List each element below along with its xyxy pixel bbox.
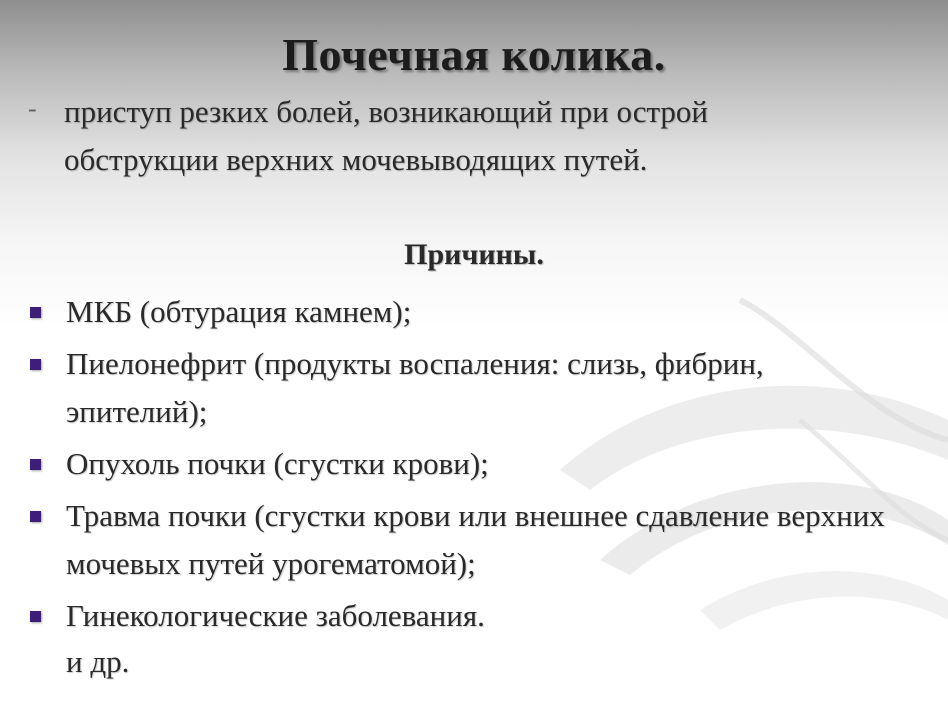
square-bullet-icon [30,611,41,622]
square-bullet-icon [30,459,41,470]
cause-item [30,592,910,640]
cause-text: Гинекологические заболевания. [66,598,485,633]
causes-heading: Причины. [404,238,544,271]
square-bullet-icon [30,359,41,370]
square-bullet-icon [30,307,41,318]
cause-text: МКБ (обтурация камнем); [66,294,412,329]
cause-text: Пиелонефрит (продукты воспаления: слизь, фибрин, эпителий); [66,346,764,429]
cause-text: Травма почки (сгустки крови или внешнее сдавление верхних мочевых путей урогематомой); [66,498,885,581]
causes-list [30,288,910,644]
definition-text: приступ резких болей, возникающий при острой обструкции верхних мочевыводящих путей. [64,94,709,177]
cause-item [30,440,910,488]
etc-text: и др. [66,644,130,679]
cause-item [30,288,910,336]
square-bullet-icon [30,511,41,522]
cause-item [30,492,910,588]
cause-text: Опухоль почки (сгустки крови); [66,446,489,481]
cause-item [30,340,910,436]
slide-title: Почечная колика. [282,29,666,80]
definition-marker: - [28,94,37,123]
